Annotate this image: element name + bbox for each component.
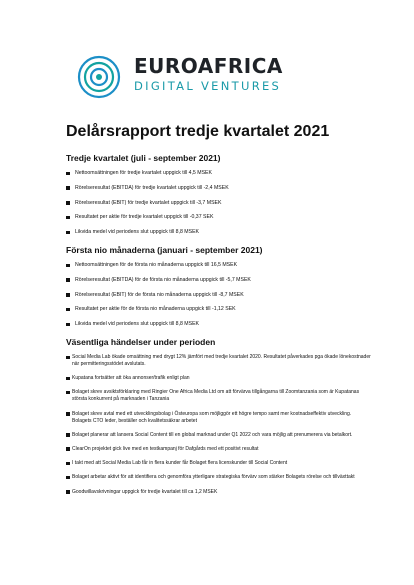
logo-tagline: DIGITAL VENTURES: [134, 79, 282, 93]
list-item: Rörelseresultat (EBITDA) för de första nio månaderna uppgick till -5,7 MSEK: [66, 277, 366, 284]
list-item: Social Media Lab ökade omsättning med drygt 12% jämfört med tredje kvartalet 2020. Resultatet påverkades pga ökade lönekostnader när permitteringsstödet avslutats.: [66, 354, 371, 368]
ytd-list: [66, 262, 366, 328]
list-item: Bolaget planerar att lansera Social Content till en global marknad under Q1 2022 och vara möjlig att prenumerera via betalkort.: [66, 432, 371, 439]
list-item: I takt med att Social Media Lab får in flera kunder får Bolaget flera licenskunder till Social Content: [66, 460, 371, 467]
list-item: Resultatet per aktie för tredje kvartalet uppgick till -0,37 SEK: [66, 214, 366, 221]
events-section: [66, 337, 371, 503]
events-list: [66, 354, 371, 496]
ytd-heading: Första nio månaderna (januari - september 2021): [66, 245, 263, 255]
q3-section: [66, 153, 366, 244]
list-item: Bolaget skrev avsiktsförklaring med Ringier One Africa Media Ltd om att förvärva tillgångarna till Zoomtanzania som är Kupatanas största konkurrent på marknaden i Tanzania: [66, 389, 371, 403]
ytd-section: [66, 245, 366, 336]
list-item: Nettoomsättningen för tredje kvartalet uppgick till 4,5 MSEK: [66, 170, 366, 177]
company-logo: [76, 52, 283, 102]
list-item: Likvida medel vid periodens slut uppgick till 8,8 MSEK: [66, 321, 366, 328]
euroafrica-logo-mark-icon: [76, 54, 122, 100]
list-item: Nettoomsättningen för de första nio månaderna uppgick till 16,5 MSEK: [66, 262, 366, 269]
list-item: ClearOn projektet gick live med en testkampanj för Dafgårds med ett positivt resultat: [66, 446, 371, 453]
events-heading: Väsentliga händelser under perioden: [66, 337, 216, 347]
list-item: Bolaget skrev avtal med ett utvecklingsbolag i Östeuropa som möjliggör ett högre tempo samt mer kostnadseffektiv utveckling. Bolagets CTO leder, beställer och kvalitetssäkrar arbetet: [66, 411, 371, 425]
list-item: Rörelseresultat (EBIT) för tredje kvartalet uppgick till -3,7 MSEK: [66, 200, 366, 207]
q3-list: [66, 170, 366, 236]
list-item: Bolaget arbetar aktivt för att identifiera och genomföra ytterligare strategiska förvärv som stärker Bolagets rörelse och tillväxttakt: [66, 474, 371, 481]
list-item: Likvida medel vid periodens slut uppgick till 8,8 MSEK: [66, 229, 366, 236]
list-item: Rörelseresultat (EBIT) för de första nio månaderna uppgick till -8,7 MSEK: [66, 292, 366, 299]
document-title: Delårsrapport tredje kvartalet 2021: [66, 123, 330, 140]
list-item: Goodwillavskrivningar uppgick för tredje kvartalet till ca 1,2 MSEK: [66, 489, 371, 496]
q3-heading: Tredje kvartalet (juli - september 2021): [66, 153, 221, 163]
list-item: Kupatana fortsätter att öka annonser/trafik enligt plan: [66, 375, 371, 382]
logo-wordmark: EUROAFRICA: [134, 54, 283, 78]
list-item: Resultatet per aktie för de första nio månaderna uppgick till -1,12 SEK: [66, 306, 366, 313]
list-item: Rörelseresultat (EBITDA) för tredje kvartalet uppgick till -2,4 MSEK: [66, 185, 366, 192]
